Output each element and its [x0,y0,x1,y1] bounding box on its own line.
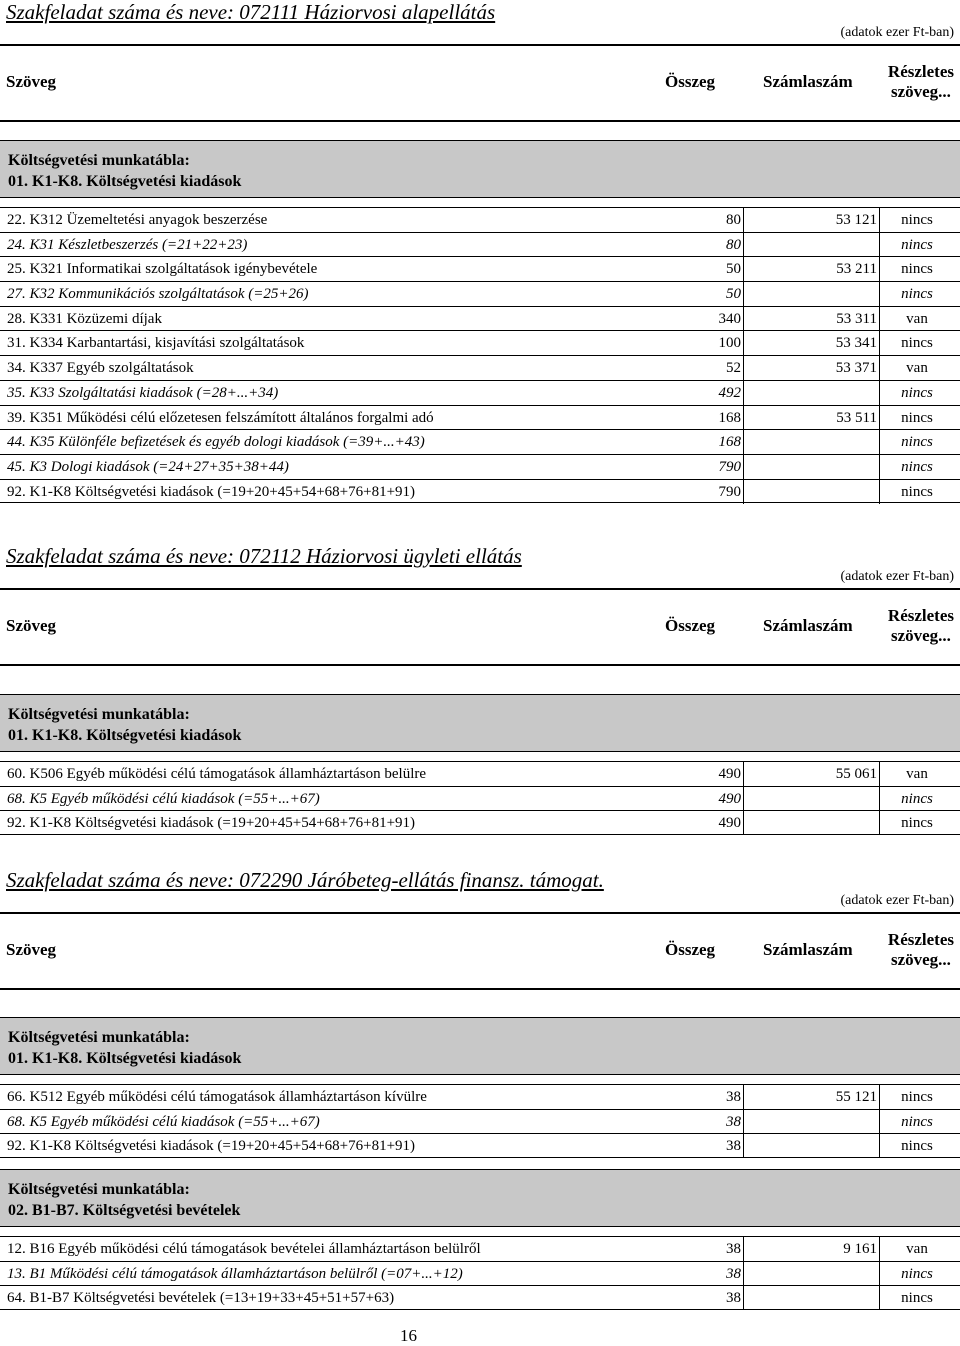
row-text: 22. K312 Üzemeltetési anyagok beszerzése [7,212,268,228]
header-reszletes-line2: szöveg... [890,82,951,101]
row-text: 34. K337 Egyéb szolgáltatások [7,360,194,377]
row-szamlaszam: 53 511 [836,409,877,426]
header-reszletes-line1: Részletes [887,606,954,625]
row-osszeg: 790 [718,458,741,475]
table-row [0,810,960,835]
header-osszeg: Összeg [665,72,716,91]
column-divider [743,282,744,306]
row-text: 64. B1-B7 Költségvetési bevételek (=13+19+33+45+51+57+63) [7,1290,395,1307]
table-row [0,429,960,454]
row-osszeg: 492 [718,384,741,401]
column-divider [879,208,880,232]
row-osszeg: 490 [718,766,741,782]
row-osszeg: 38 [726,1089,741,1105]
row-reszletes: nincs [901,1265,933,1282]
munkatabla-sub: 01. K1-K8. Költségvetési kiadások [8,727,242,744]
table-row [0,232,960,257]
row-text: 60. K506 Egyéb működési célú támogatások államháztartáson belülre [7,766,427,782]
data-rows [0,761,960,835]
row-text: 92. K1-K8 Költségvetési kiadások (=19+20+45+54+68+76+81+91) [7,483,416,500]
header-szoveg: Szöveg [6,940,57,959]
header-szamlaszam: Számlaszám [763,940,853,959]
table-row [0,786,960,811]
table-row [0,207,960,232]
header-osszeg: Összeg [665,940,716,959]
row-reszletes: nincs [901,261,933,278]
munkatabla-label: Költségvetési munkatábla: [8,1181,190,1198]
section-title: Szakfeladat száma és neve: 072111 Háziorvosi alapellátás [6,0,496,24]
munkatabla-sub: 01. K1-K8. Költségvetési kiadások [8,173,242,190]
row-reszletes: van [906,360,928,377]
row-osszeg: 38 [726,1113,741,1130]
row-text: 92. K1-K8 Költségvetési kiadások (=19+20+45+54+68+76+81+91) [7,1138,416,1155]
column-divider [879,762,880,786]
column-divider [743,307,744,331]
column-divider [879,233,880,257]
header-reszletes [888,62,954,102]
row-text: 44. K35 Különféle befizetések és egyéb dologi kiadások (=39+...+43) [7,434,425,451]
munkatabla-header [0,1169,960,1227]
row-reszletes: nincs [901,1089,933,1105]
column-divider [879,811,880,835]
table-row [0,454,960,479]
table-row [0,1261,960,1286]
row-osszeg: 168 [718,409,741,426]
header-szamlaszam: Számlaszám [763,616,853,635]
row-osszeg: 38 [726,1138,741,1155]
table-row [0,256,960,281]
column-divider [743,1286,744,1310]
column-divider [743,381,744,405]
column-divider [879,455,880,479]
column-divider [743,811,744,835]
munkatabla-label: Költségvetési munkatábla: [8,706,190,723]
column-divider [879,1085,880,1109]
row-text: 35. K33 Szolgáltatási kiadások (=28+...+34) [7,384,279,401]
row-text: 68. K5 Egyéb működési célú kiadások (=55+...+67) [7,790,320,807]
row-osszeg: 490 [718,815,741,832]
column-divider [743,455,744,479]
row-reszletes: van [906,1241,928,1257]
munkatabla-label: Költségvetési munkatábla: [8,152,190,169]
row-text: 45. K3 Dologi kiadások (=24+27+35+38+44) [7,458,289,475]
row-osszeg: 100 [718,335,741,352]
munkatabla-label: Költségvetési munkatábla: [8,1029,190,1046]
column-divider [879,406,880,430]
row-reszletes: nincs [901,212,933,228]
header-reszletes-line1: Részletes [887,930,954,949]
munkatabla-header [0,1017,960,1075]
unit-note: (adatok ezer Ft-ban) [840,25,954,40]
table-row [0,1236,960,1261]
row-text: 68. K5 Egyéb működési célú kiadások (=55+...+67) [7,1113,320,1130]
column-divider [743,208,744,232]
column-divider [879,1134,880,1158]
row-osszeg: 38 [726,1290,741,1307]
row-osszeg: 50 [726,261,741,278]
row-reszletes: nincs [901,483,933,500]
header-reszletes-line1: Részletes [887,62,954,81]
table-row [0,1133,960,1158]
table-row [0,479,960,504]
row-text: 28. K331 Közüzemi díjak [7,310,162,327]
table-row [0,330,960,355]
column-divider [743,356,744,380]
column-divider [879,480,880,504]
column-divider [743,1110,744,1134]
row-osszeg: 790 [718,483,741,500]
header-szamlaszam: Számlaszám [763,72,853,91]
table-row [0,1084,960,1109]
row-szamlaszam: 53 341 [835,335,877,352]
row-text: 39. K351 Működési célú előzetesen felszámított általános forgalmi adó [7,409,434,426]
munkatabla-header [0,694,960,752]
row-reszletes: nincs [901,409,933,426]
section-title: Szakfeladat száma és neve: 072112 Háziorvosi ügyleti ellátás [6,544,522,568]
row-reszletes: nincs [901,1113,933,1130]
table-row [0,306,960,331]
header-reszletes [888,930,954,970]
header-szoveg: Szöveg [6,616,57,635]
column-divider [879,787,880,811]
table-row [0,761,960,786]
row-szamlaszam: 53 121 [835,212,877,228]
row-reszletes: van [906,310,928,327]
row-text: 24. K31 Készletbeszerzés (=21+22+23) [7,236,248,253]
row-osszeg: 80 [726,212,741,228]
row-text: 25. K321 Informatikai szolgáltatások igénybevétele [7,261,318,278]
munkatabla-sub: 01. K1-K8. Költségvetési kiadások [8,1050,242,1067]
header-osszeg: Összeg [665,616,716,635]
row-szamlaszam: 9 161 [843,1241,877,1257]
row-osszeg: 490 [718,790,741,807]
column-divider [879,1110,880,1134]
header-reszletes-line2: szöveg... [890,950,951,969]
column-divider [743,762,744,786]
row-reszletes: nincs [901,815,933,832]
row-reszletes: nincs [901,286,933,303]
row-osszeg: 168 [718,434,741,451]
column-divider [879,1286,880,1310]
table-row [0,1285,960,1310]
row-osszeg: 52 [726,360,741,377]
table-row [0,281,960,306]
column-divider [743,1085,744,1109]
row-reszletes: nincs [901,790,933,807]
row-osszeg: 38 [726,1265,741,1282]
row-osszeg: 50 [726,286,741,303]
row-reszletes: nincs [901,434,933,451]
row-osszeg: 340 [718,310,741,327]
page-number: 16 [400,1326,417,1345]
column-divider [743,257,744,281]
column-divider [879,381,880,405]
column-divider [879,257,880,281]
table-header [0,588,960,666]
column-divider [743,1134,744,1158]
row-text: 27. K32 Kommunikációs szolgáltatások (=25+26) [7,286,309,303]
column-divider [743,1237,744,1261]
table-row [0,380,960,405]
row-szamlaszam: 53 371 [835,360,877,377]
row-text: 92. K1-K8 Költségvetési kiadások (=19+20+45+54+68+76+81+91) [7,815,416,832]
column-divider [879,1237,880,1261]
data-rows [0,1084,960,1158]
munkatabla-header [0,140,960,198]
row-szamlaszam: 53 311 [836,310,877,327]
row-szamlaszam: 53 211 [836,261,877,278]
column-divider [879,430,880,454]
row-text: 66. K512 Egyéb működési célú támogatások államháztartáson kívülre [7,1089,427,1105]
unit-note: (adatok ezer Ft-ban) [840,569,954,584]
row-reszletes: nincs [901,384,933,401]
row-osszeg: 38 [726,1241,741,1257]
row-osszeg: 80 [726,236,741,253]
row-text: 13. B1 Működési célú támogatások államháztartáson belülről (=07+...+12) [7,1265,463,1282]
header-reszletes [888,606,954,646]
column-divider [879,331,880,355]
table-row [0,405,960,430]
row-reszletes: nincs [901,1138,933,1155]
column-divider [879,307,880,331]
header-szoveg: Szöveg [6,72,57,91]
column-divider [879,356,880,380]
column-divider [743,331,744,355]
table-header [0,44,960,122]
column-divider [743,480,744,504]
column-divider [743,406,744,430]
row-reszletes: nincs [901,458,933,475]
column-divider [743,787,744,811]
data-rows [0,1236,960,1310]
column-divider [743,430,744,454]
row-reszletes: nincs [901,335,933,352]
row-szamlaszam: 55 121 [835,1089,877,1105]
row-reszletes: nincs [901,1290,933,1307]
column-divider [879,282,880,306]
column-divider [743,233,744,257]
header-reszletes-line2: szöveg... [890,626,951,645]
row-reszletes: nincs [901,236,933,253]
row-text: 31. K334 Karbantartási, kisjavítási szolgáltatások [7,335,305,352]
table-row [0,1109,960,1134]
column-divider [743,1262,744,1286]
section-title: Szakfeladat száma és neve: 072290 Járóbeteg-ellátás finansz. támogat. [6,868,604,892]
row-szamlaszam: 55 061 [835,766,877,782]
data-rows [0,207,960,503]
row-text: 12. B16 Egyéb működési célú támogatások bevételei államháztartáson belülről [7,1241,481,1257]
unit-note: (adatok ezer Ft-ban) [840,893,954,908]
row-reszletes: van [906,766,928,782]
column-divider [879,1262,880,1286]
munkatabla-sub: 02. B1-B7. Költségvetési bevételek [8,1202,241,1219]
table-row [0,355,960,380]
table-header [0,912,960,990]
